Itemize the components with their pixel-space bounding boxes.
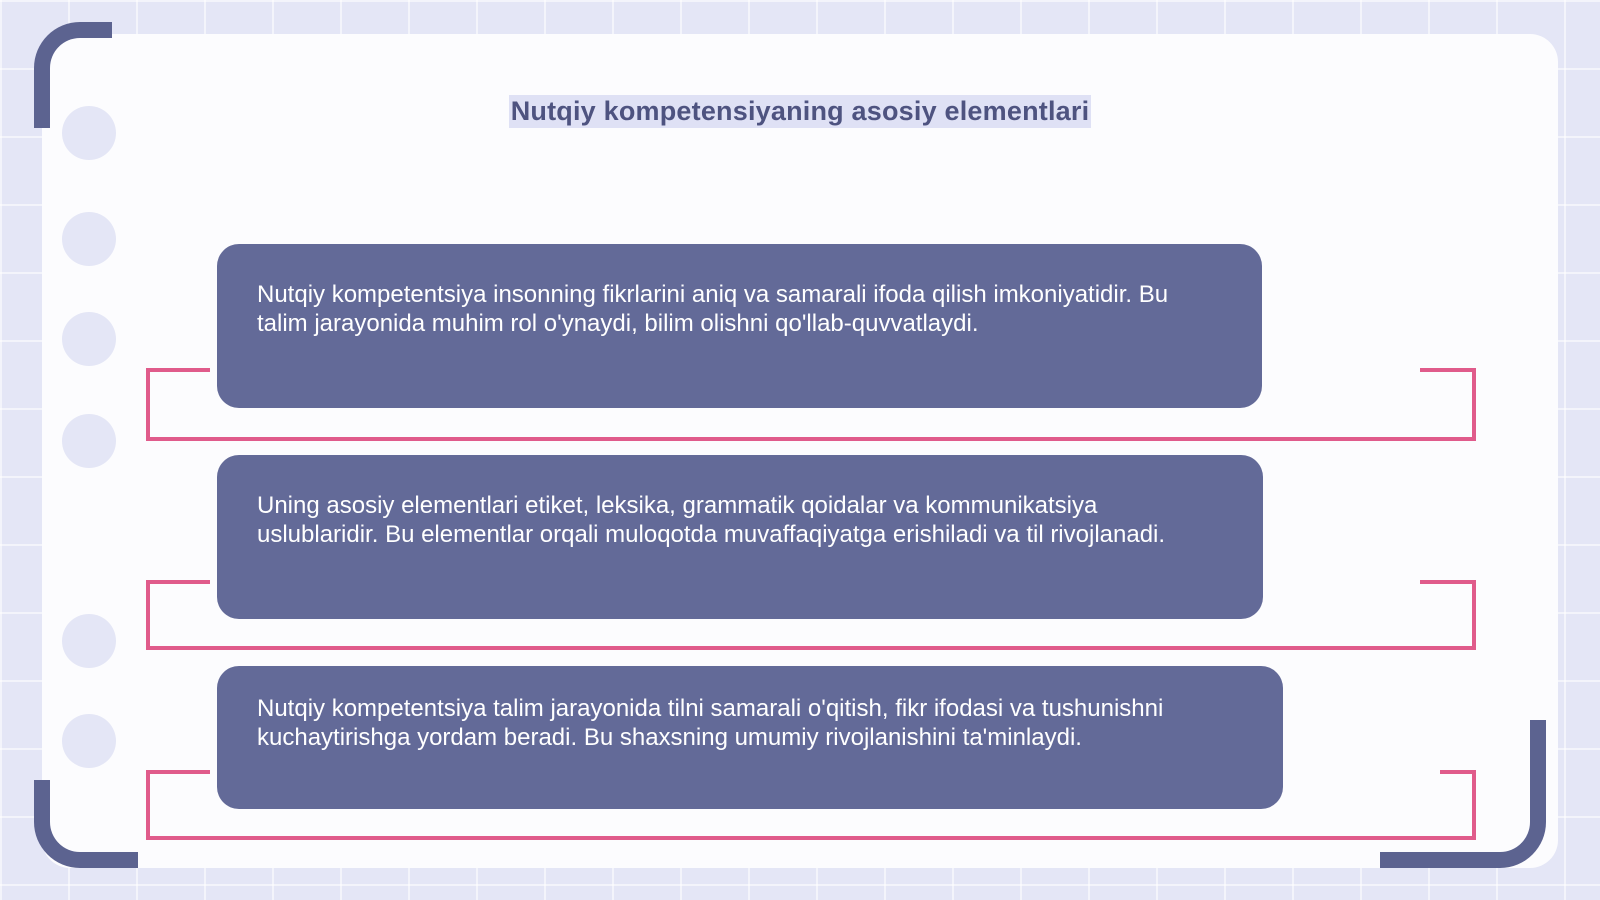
slide-title-text: Nutqiy kompetensiyaning asosiy elementlari: [510, 96, 1090, 126]
info-card-2: [217, 455, 1263, 619]
slide-title: [0, 95, 1600, 128]
paper-notch: [62, 614, 116, 668]
paper-notch: [62, 312, 116, 366]
paper-notch: [62, 714, 116, 768]
frame-corner-bottom-left: [34, 780, 138, 868]
info-card-3: [217, 666, 1283, 809]
info-card-text: Uning asosiy elementlari etiket, leksika, grammatik qoidalar va kommunikatsiya uslublaridir. Bu elementlar orqali muloqotda muvaffaqiyatga erishiladi va til rivojlanadi.: [257, 492, 1166, 548]
paper-notch: [62, 414, 116, 468]
paper-notch: [62, 212, 116, 266]
info-card-1: [217, 244, 1262, 408]
info-card-text: Nutqiy kompetentsiya insonning fikrlarini aniq va samarali ifoda qilish imkoniyatidir. Bu talim jarayonida muhim rol o'ynaydi, bilim olishni qo'llab-quvvatlaydi.: [257, 281, 1169, 337]
info-card-text: Nutqiy kompetentsiya talim jarayonida tilni samarali o'qitish, fikr ifodasi va tushunishni kuchaytirishga yordam beradi. Bu shaxsning umumiy rivojlanishini ta'minlaydi.: [257, 695, 1164, 751]
